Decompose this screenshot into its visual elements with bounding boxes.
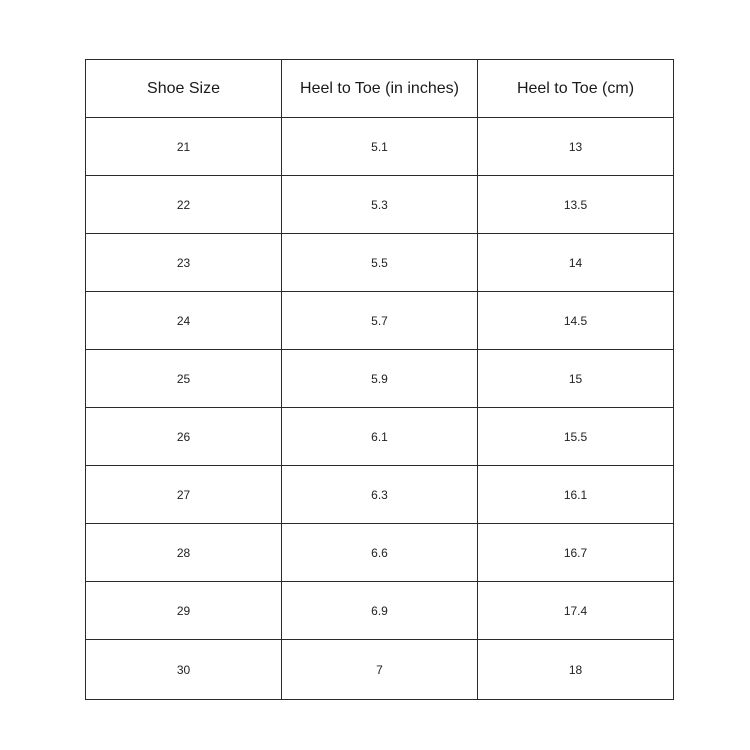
table-row bbox=[86, 582, 674, 640]
cell-shoe-size: 28 bbox=[86, 524, 282, 582]
cell-cm: 18 bbox=[478, 640, 674, 700]
table-row bbox=[86, 408, 674, 466]
cell-shoe-size: 23 bbox=[86, 234, 282, 292]
table-row bbox=[86, 466, 674, 524]
cell-cm: 15 bbox=[478, 350, 674, 408]
cell-cm: 15.5 bbox=[478, 408, 674, 466]
cell-inches: 5.7 bbox=[282, 292, 478, 350]
cell-shoe-size: 29 bbox=[86, 582, 282, 640]
cell-inches: 7 bbox=[282, 640, 478, 700]
table-body bbox=[86, 118, 674, 700]
cell-shoe-size: 21 bbox=[86, 118, 282, 176]
header-heel-to-toe-inches: Heel to Toe (in inches) bbox=[282, 60, 478, 118]
cell-shoe-size: 24 bbox=[86, 292, 282, 350]
cell-cm: 14 bbox=[478, 234, 674, 292]
cell-inches: 5.3 bbox=[282, 176, 478, 234]
cell-cm: 16.7 bbox=[478, 524, 674, 582]
cell-cm: 17.4 bbox=[478, 582, 674, 640]
header-heel-to-toe-cm: Heel to Toe (cm) bbox=[478, 60, 674, 118]
cell-inches: 5.5 bbox=[282, 234, 478, 292]
table-row bbox=[86, 640, 674, 700]
table-row bbox=[86, 234, 674, 292]
table-row bbox=[86, 292, 674, 350]
header-shoe-size: Shoe Size bbox=[86, 60, 282, 118]
table-row bbox=[86, 118, 674, 176]
cell-cm: 16.1 bbox=[478, 466, 674, 524]
cell-inches: 6.9 bbox=[282, 582, 478, 640]
cell-shoe-size: 25 bbox=[86, 350, 282, 408]
table-row bbox=[86, 524, 674, 582]
table-row bbox=[86, 350, 674, 408]
table-row bbox=[86, 176, 674, 234]
cell-shoe-size: 30 bbox=[86, 640, 282, 700]
cell-inches: 5.9 bbox=[282, 350, 478, 408]
shoe-size-table bbox=[85, 59, 674, 700]
cell-cm: 14.5 bbox=[478, 292, 674, 350]
cell-inches: 6.6 bbox=[282, 524, 478, 582]
cell-shoe-size: 26 bbox=[86, 408, 282, 466]
cell-inches: 6.3 bbox=[282, 466, 478, 524]
cell-inches: 5.1 bbox=[282, 118, 478, 176]
table-header bbox=[86, 60, 674, 118]
cell-inches: 6.1 bbox=[282, 408, 478, 466]
cell-shoe-size: 22 bbox=[86, 176, 282, 234]
header-row bbox=[86, 60, 674, 118]
cell-shoe-size: 27 bbox=[86, 466, 282, 524]
cell-cm: 13.5 bbox=[478, 176, 674, 234]
cell-cm: 13 bbox=[478, 118, 674, 176]
